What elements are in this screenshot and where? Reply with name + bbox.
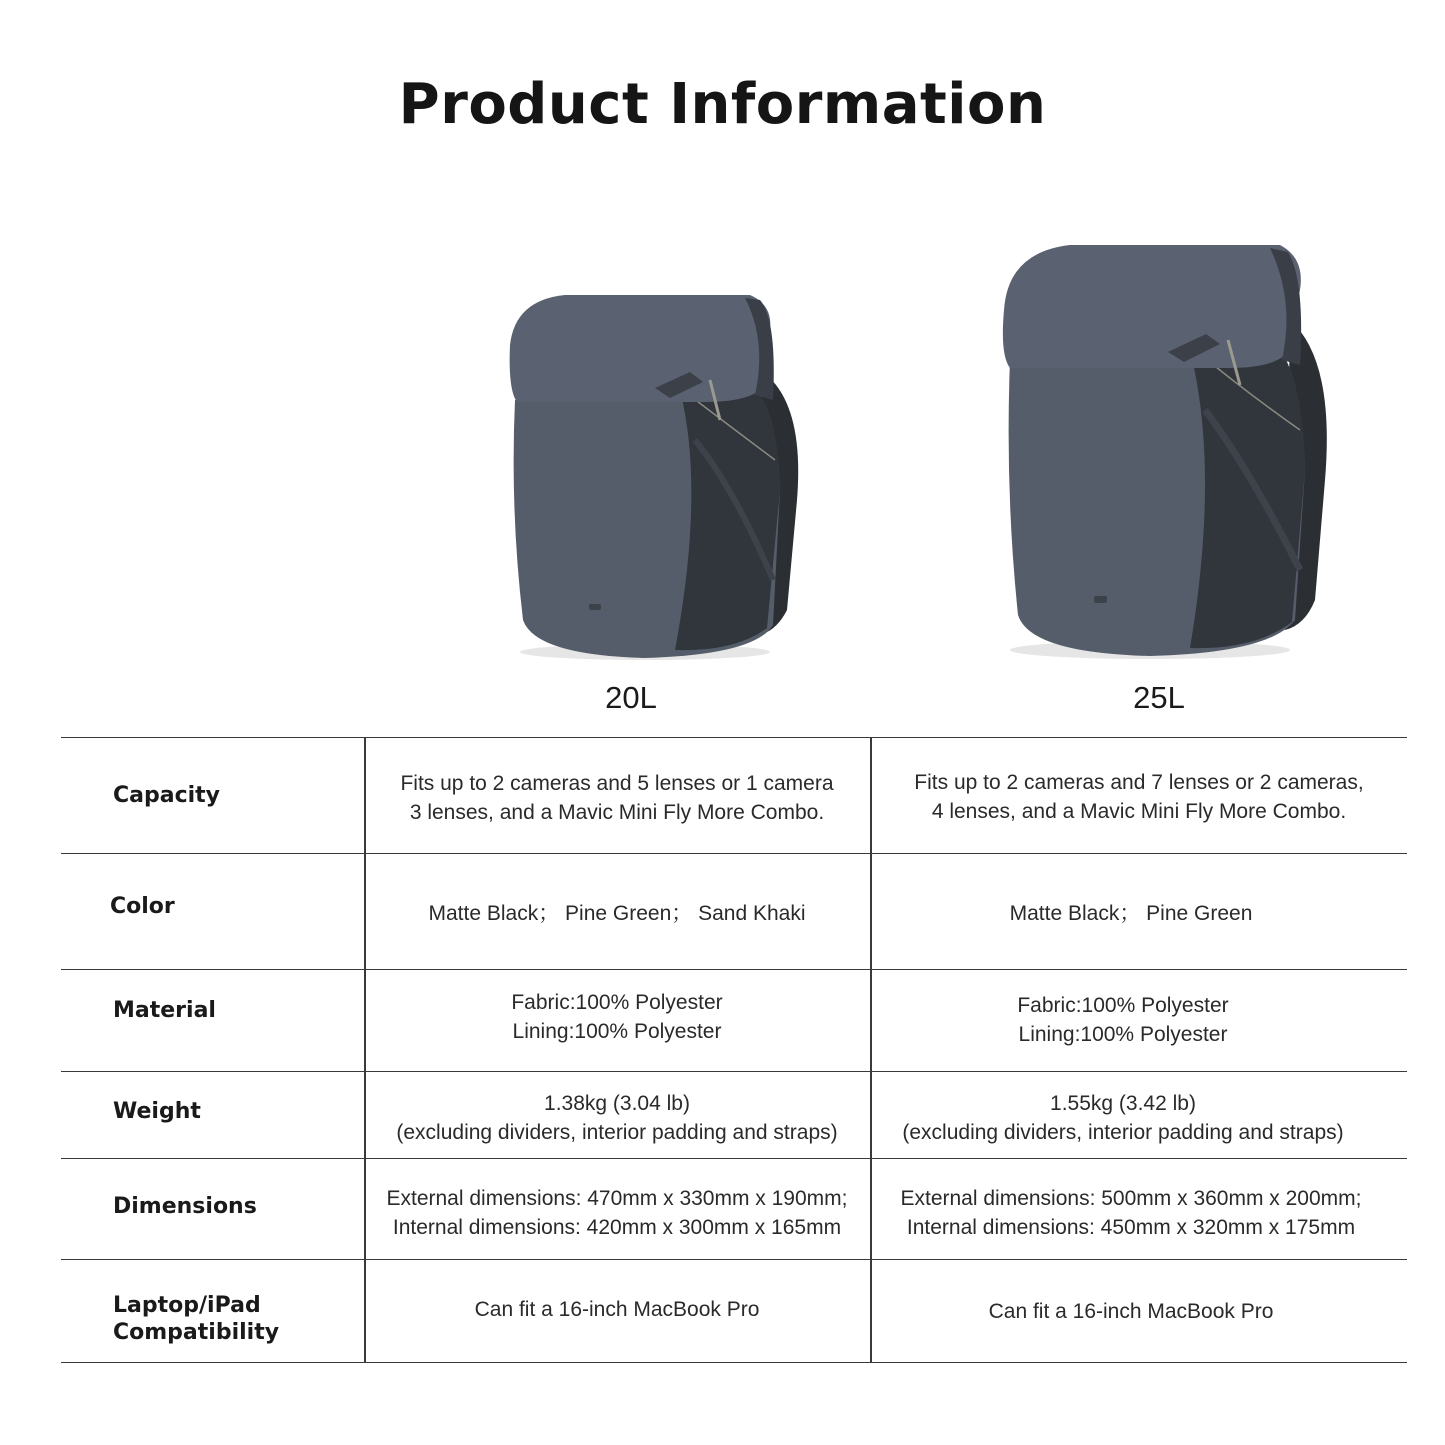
backpack-25l-image [1000,240,1330,670]
row-label-color: Color [110,894,175,919]
spec-row-laptop [61,1259,1407,1363]
spec-row-material [61,969,1407,1072]
spec-row-capacity [61,737,1407,854]
backpack-20l-image [505,290,805,670]
laptop-25l: Can fit a 16-inch MacBook Pro [988,1300,1274,1323]
material-25l: Fabric:100% Polyester Lining:100% Polyester [1017,994,1229,1046]
table-divider-1 [364,737,366,1362]
laptop-20l: Can fit a 16-inch MacBook Pro [474,1298,760,1321]
capacity-20l: Fits up to 2 cameras and 5 lenses or 1 camera 3 lenses, and a Mavic Mini Fly More Combo. [400,772,834,824]
row-label-capacity: Capacity [113,783,221,808]
size-label-25l: 25L [1133,680,1185,715]
row-label-weight: Weight [113,1099,201,1124]
weight-25l: 1.55kg (3.42 lb) (excluding dividers, interior padding and straps) [902,1092,1344,1144]
row-label-laptop: Laptop/iPad Compatibility [113,1293,280,1345]
size-label-20l: 20L [605,680,657,715]
color-20l: Matte Black； Pine Green； Sand Khaki [428,902,806,925]
page-title: Product Information [398,72,1047,137]
material-20l: Fabric:100% Polyester Lining:100% Polyester [511,991,723,1043]
row-label-dimensions: Dimensions [113,1194,257,1219]
row-label-material: Material [113,998,216,1023]
color-25l: Matte Black； Pine Green [1009,902,1253,925]
capacity-25l: Fits up to 2 cameras and 7 lenses or 2 cameras, 4 lenses, and a Mavic Mini Fly More Combo. [914,771,1364,823]
dimensions-25l: External dimensions: 500mm x 360mm x 200mm; Internal dimensions: 450mm x 320mm x 175mm [900,1187,1362,1239]
spec-row-color [61,853,1407,970]
table-divider-2 [870,737,872,1362]
dimensions-20l: External dimensions: 470mm x 330mm x 190mm; Internal dimensions: 420mm x 300mm x 165mm [386,1187,848,1239]
spec-row-dimensions [61,1158,1407,1260]
spec-row-weight [61,1071,1407,1159]
weight-20l: 1.38kg (3.04 lb) (excluding dividers, interior padding and straps) [396,1092,838,1144]
